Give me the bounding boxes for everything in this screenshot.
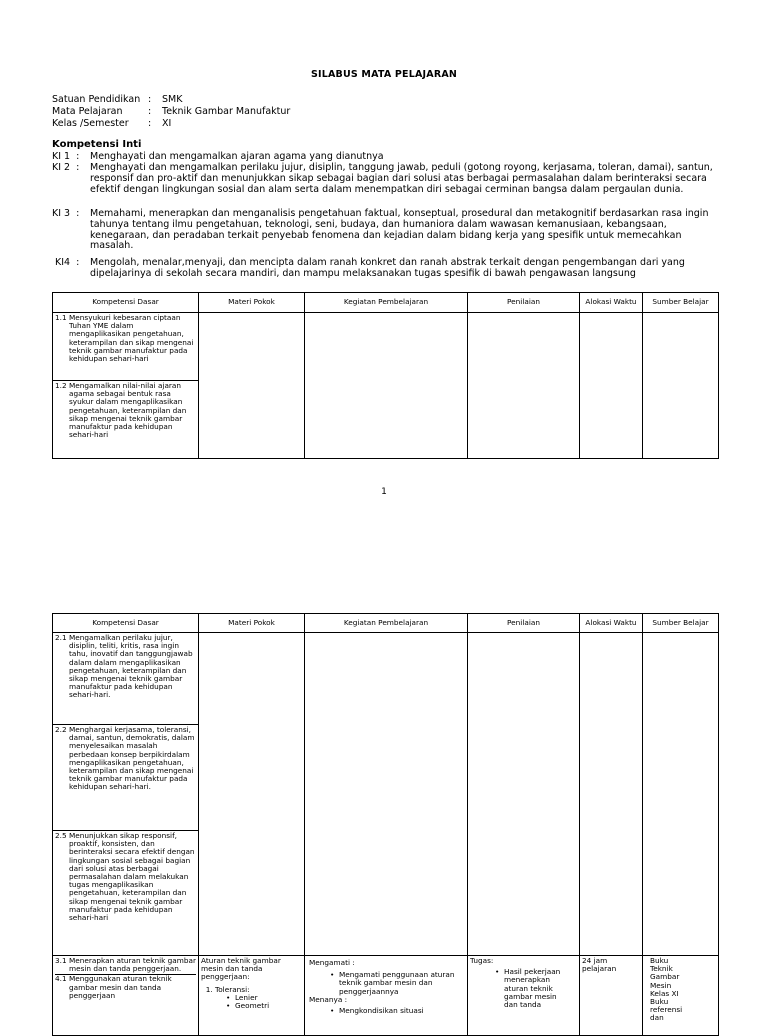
kd-cell <box>53 831 199 956</box>
materi-sub-item: • Lenier <box>235 994 302 1002</box>
table-header-row <box>53 293 719 313</box>
kegiatan-item: • Mengkondisikan situasi <box>339 1007 465 1015</box>
header-kegiatan: Kegiatan Pembelajaran <box>305 614 468 633</box>
kd-text: Menerapkan aturan teknik gambar mesin dan tanda penggerjaan. <box>69 957 196 974</box>
alokasi-cell <box>580 313 643 459</box>
identity-label: Satuan Pendidikan <box>52 94 141 105</box>
materi-cell <box>199 633 305 956</box>
ki-code: KI4 : <box>52 257 80 268</box>
kd-text: Mengamalkan nilai-nilai ajaran agama sebagai bentuk rasa syukur dalam mengaplikasikan pengetahuan, keterampilan dan sikap mengenai teknik gambar manufaktur pada kehidupan sehari-hari <box>69 381 187 440</box>
header-materi: Materi Pokok <box>199 614 305 633</box>
kegiatan-cell <box>305 313 468 459</box>
kegiatan-heading: Mengamati : <box>309 958 355 967</box>
identity-colon: : <box>148 118 152 129</box>
header-kd: Kompetensi Dasar <box>53 614 199 633</box>
kd-cell <box>53 633 199 725</box>
alokasi-value: 24 jam pelajaran <box>582 957 617 974</box>
ki-text: Memahami, menerapkan dan menganalisis pengetahuan faktual, konseptual, prosedural dan metakognitif berdasarkan rasa ingin tahunya tentang ilmu pengetahuan, teknologi, seni, budaya, dan humaniora dalam wawasan kemanusiaan, kebangsaan, kenegaraan, dan peradaban terkait penyebab fenomena dan kejadian dalam bidang kerja yang spesifik untuk memecahkan masalah. <box>90 208 709 252</box>
kd-text: Mensyukuri kebesaran ciptaan Tuhan YME dalam mengaplikasikan pengetahuan, keterampilan dan sikap mengenai teknik gambar manufaktur pada kehidupan sehari-hari <box>69 313 194 364</box>
kd-number: 3.1 <box>55 957 67 965</box>
kegiatan-heading: Menanya : <box>309 994 348 1004</box>
ki-code: KI 1 : <box>52 151 80 162</box>
header-materi: Materi Pokok <box>199 293 305 313</box>
ki-text: Menghayati dan mengamalkan perilaku jujur, disiplin, tanggung jawab, peduli (gotong royong, kerjasama, toleran, damai), santun, responsif dan pro-aktif dan menunjukkan sikap sebagai bagian dari solusi atas berbagai permasalahan dalam berinteraksi secara efektif dengan lingkungan sosial dan alam serta dalam menempatkan diri sebagai cerminan bangsa dalam pergaulan dunia. <box>90 162 713 195</box>
kd-number: 2.2 <box>55 725 67 734</box>
identity-value: SMK <box>162 94 183 105</box>
kd-cell <box>53 725 199 831</box>
kd-number: 2.1 <box>55 633 67 642</box>
materi-intro: Aturan teknik gambar mesin dan tanda penggerjaan: <box>201 957 281 982</box>
sumber-item: • Buku referensi dan <box>648 998 692 1023</box>
header-kegiatan: Kegiatan Pembelajaran <box>305 293 468 313</box>
table-row <box>53 633 719 725</box>
header-sumber: Sumber Belajar <box>643 293 719 313</box>
materi-item-label: Toleransi: <box>215 984 250 994</box>
materi-item <box>215 986 302 1011</box>
materi-sub-item: • Geometri <box>235 1002 302 1010</box>
identity-row-class <box>52 118 171 130</box>
identity-row-subject <box>52 106 290 118</box>
header-kd: Kompetensi Dasar <box>53 293 199 313</box>
materi-cell <box>199 313 305 459</box>
identity-value: XI <box>162 118 172 129</box>
penilaian-heading: Tugas: <box>470 957 494 965</box>
ki-text: Menghayati dan mengamalkan ajaran agama yang dianutnya <box>90 151 384 162</box>
kd-number: 4.1 <box>55 974 67 984</box>
ki-item-4 <box>52 258 724 280</box>
header-penilaian: Penilaian <box>468 614 580 633</box>
identity-colon: : <box>148 94 152 105</box>
ki-item-3 <box>52 209 724 252</box>
identity-label: Mata Pelajaran <box>52 106 123 117</box>
header-penilaian: Penilaian <box>468 293 580 313</box>
kd-text: Mengamalkan perilaku jujur, disiplin, teliti, kritis, rasa ingin tahu, inovatif dan tanggungjawab dalam dalam mengaplikasikan pengetahuan, keterampilan dan sikap mengenai teknik gambar manufaktur pada kehidupan sehari-hari. <box>69 633 193 700</box>
ki-code: KI 2 : <box>52 162 80 173</box>
ki-code: KI 3 : <box>52 208 80 219</box>
document-title: SILABUS MATA PELAJARAN <box>310 69 458 80</box>
table-row <box>53 313 719 381</box>
kd-cell <box>53 381 199 459</box>
identity-row-school <box>52 94 182 106</box>
kd-number: 2.5 <box>55 831 67 840</box>
kd-text: Menghargai kerjasama, toleransi, damai, santun, demokratis, dalam menyelesaikan masalah perbedaan konsep berpikirdalam mengaplikasikan pengetahuan, keterampilan dan sikap mengenai teknik gambar manufaktur pada kehidupan sehari-hari. <box>69 725 195 792</box>
kegiatan-cell <box>305 633 468 956</box>
penilaian-cell <box>468 633 580 956</box>
kd-text: Menggunakan aturan teknik gambar mesin dan tanda penggerjaan <box>69 974 172 1000</box>
header-alokasi: Alokasi Waktu <box>580 293 643 313</box>
sumber-cell <box>643 633 719 956</box>
identity-colon: : <box>148 106 152 117</box>
header-sumber: Sumber Belajar <box>643 614 719 633</box>
identity-label: Kelas /Semester <box>52 118 129 129</box>
penilaian-cell <box>468 313 580 459</box>
sumber-cell <box>643 313 719 459</box>
identity-value: Teknik Gambar Manufaktur <box>162 106 291 117</box>
page-number: 1 <box>381 487 387 497</box>
kd-number: 1.2 <box>55 381 67 390</box>
syllabus-table-1 <box>52 292 719 459</box>
header-alokasi: Alokasi Waktu <box>580 614 643 633</box>
kd-text: Menunjukkan sikap responsif, proaktif, konsisten, dan berinteraksi secara efektif dengan lingkungan sosial sebagai bagian dari solusi atas berbagai permasalahan dalam melakukan tugas mengaplikasikan pengetahuan, keterampilan dan sikap mengenai teknik gambar manufaktur pada kehidupan sehari-hari <box>69 831 195 923</box>
alokasi-cell <box>580 633 643 956</box>
ki-text: Mengolah, menalar,menyaji, dan mencipta dalam ranah konkret dan ranah abstrak terkait dengan pengembangan dari yang dipelajarinya di sekolah secara mandiri, dan mampu melaksanakan tugas spesifik di bawah pengawasan langsung <box>90 257 685 279</box>
kegiatan-item: • Mengamati penggunaan aturan teknik gambar mesin dan penggerjaannya <box>339 971 465 996</box>
kd-cell <box>53 313 199 381</box>
syllabus-table-2 <box>52 613 719 1036</box>
table-header-row <box>53 614 719 633</box>
ki-heading: Kompetensi Inti <box>52 139 142 150</box>
kd-number: 1.1 <box>55 313 67 322</box>
sumber-item: • Buku Teknik Gambar Mesin Kelas XI <box>648 957 692 998</box>
ki-item-2 <box>52 163 724 195</box>
penilaian-item: • Hasil pekerjaan menerapkan aturan teknik gambar mesin dan tanda <box>504 968 563 1009</box>
